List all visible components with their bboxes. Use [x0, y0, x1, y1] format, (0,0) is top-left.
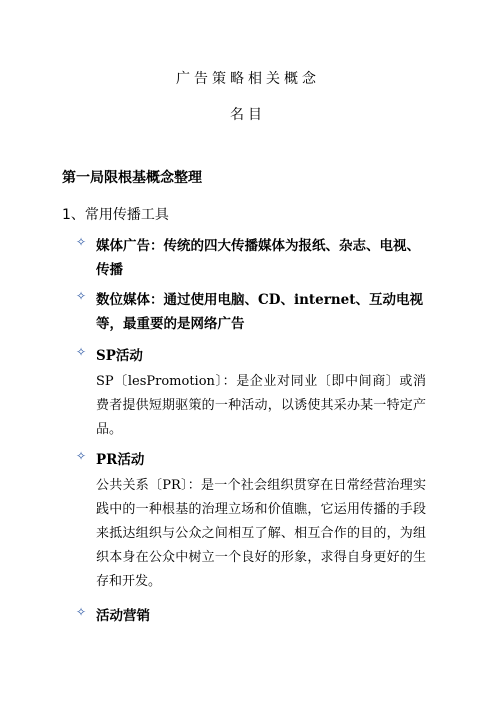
- list-item-label: PR活动: [96, 452, 145, 468]
- item-description: 公共关系〔PR〕：是一个社会组织贯穿在日常经营治理实践中的一种根基的治理立场和价值瞧，它运用传播的手段来抵达组织与公众之间相互了解、相互合作的目的，为组织本身在公众中树立一个良好的形象，求得自身更好的生存和开发。: [96, 478, 426, 589]
- item-description: SP〔lesPromotion〕：是企业对同业〔即中间商〕或消费者提供短期驱策的一种活动，以诱使其采办某一特定产品。: [96, 374, 426, 437]
- document-title: 广告策略相关概念: [176, 71, 320, 87]
- diamond-bullet-icon: ✧: [76, 449, 87, 463]
- subsection-heading: 1、常用传播工具: [62, 207, 169, 223]
- list-item: [76, 234, 426, 282]
- document-subtitle: 名目: [230, 107, 266, 123]
- list-item: [76, 448, 426, 472]
- list-item: [76, 604, 426, 628]
- diamond-bullet-icon: ✧: [76, 235, 87, 249]
- list-item: [76, 344, 426, 368]
- list-item-label: SP活动: [96, 348, 143, 364]
- list-item-label: 数位媒体：通过使用电脑、CD、internet、互动电视等，最重要的是网络广告: [96, 292, 423, 332]
- diamond-bullet-icon: ✧: [76, 605, 87, 619]
- list-item: [76, 288, 426, 336]
- diamond-bullet-icon: ✧: [76, 345, 87, 359]
- diamond-bullet-icon: ✧: [76, 289, 87, 303]
- list-item-label: 媒体广告：传统的四大传播媒体为报纸、杂志、电视、传播: [96, 238, 420, 278]
- section-heading: 第一局限根基概念整理: [62, 170, 202, 186]
- list-item-label: 活动营销: [96, 608, 150, 624]
